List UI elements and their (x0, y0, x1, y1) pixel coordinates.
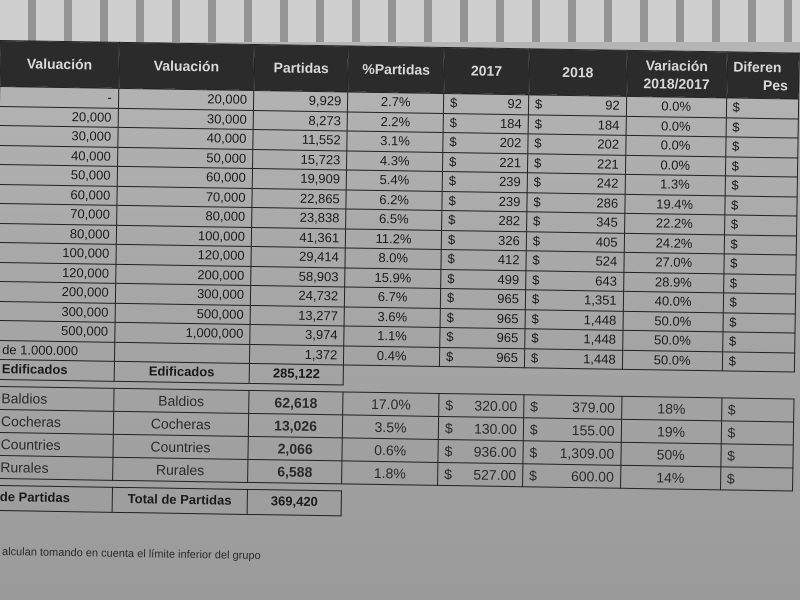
diferencia: $ (722, 332, 795, 353)
value-2018-wrap (531, 349, 616, 369)
valuacion-to: 1,000,000 (114, 322, 250, 344)
valuacion-to: 20,000 (118, 88, 254, 110)
valuacion-from: 120,000 (0, 262, 116, 283)
partidas: 11,552 (253, 129, 348, 150)
value-2018-value: 286 (596, 194, 619, 211)
valuacion-from: 30,000 (0, 125, 118, 146)
partidas: 19,909 (252, 168, 347, 189)
value-2017 (441, 249, 526, 270)
currency-sign: $ (447, 231, 456, 247)
diferencia: $ (725, 137, 798, 158)
variacion: 50.0% (622, 350, 722, 371)
category-2018 (523, 417, 621, 442)
value-2017-wrap (448, 211, 520, 231)
category-variacion: 14% (620, 465, 720, 490)
diferencia: $ (725, 156, 798, 177)
currency-sign: $ (531, 330, 539, 346)
pct-partidas: 2.7% (348, 92, 444, 113)
currency-sign: $ (447, 270, 455, 286)
currency-sign: $ (449, 134, 457, 150)
category-2018 (522, 463, 620, 488)
partidas: 58,903 (251, 266, 346, 287)
category-label-1: Cocheras (0, 409, 113, 434)
category-2017-value: 320.00 (474, 396, 518, 414)
value-2017-value: 282 (498, 212, 521, 229)
diferencia: $ (724, 195, 797, 216)
variacion: 50.0% (623, 311, 723, 332)
category-variacion: 19% (621, 419, 721, 444)
category-2017-wrap (445, 394, 517, 417)
diferencia: $ (724, 215, 797, 236)
value-2018-value: 1,448 (583, 311, 617, 328)
value-2017-value: 965 (497, 290, 520, 307)
header-variacion (626, 50, 727, 98)
category-2017 (438, 439, 523, 463)
value-2018-value: 405 (595, 233, 618, 250)
value-2017 (443, 132, 528, 153)
category-label-2: Rurales (112, 457, 248, 482)
valuacion-from: 50,000 (0, 164, 117, 185)
value-2017-value: 965 (496, 329, 519, 346)
category-2018-value: 155.00 (571, 421, 615, 439)
partidas: 15,723 (252, 149, 347, 170)
category-2017 (439, 393, 524, 417)
value-2018-wrap (534, 134, 619, 154)
header-variacion-line1: Variación (645, 56, 709, 74)
valuacion-from: 80,000 (0, 223, 116, 244)
value-2018 (528, 95, 626, 116)
category-2017 (438, 416, 523, 440)
variacion: 19.4% (624, 194, 724, 215)
category-2017-value: 936.00 (473, 442, 517, 460)
header-diferencia (726, 52, 799, 99)
category-diferencia: $ (720, 443, 793, 467)
pct-partidas: 4.3% (347, 150, 443, 171)
value-2017-wrap (447, 309, 519, 329)
diferencia: $ (723, 312, 796, 333)
valuacion-from: de 1.000.000 (0, 340, 114, 361)
valuacion-from: 60,000 (0, 184, 117, 205)
valuation-table-sheet (0, 40, 800, 523)
value-2018-wrap (531, 310, 616, 330)
currency-sign: $ (448, 173, 457, 189)
value-2017 (441, 269, 526, 290)
subtotal-partidas: 285,122 (249, 363, 344, 384)
valuacion-to: 50,000 (117, 147, 253, 169)
currency-sign: $ (449, 114, 458, 130)
valuacion-to: 60,000 (117, 166, 253, 188)
pct-partidas: 3.6% (344, 306, 440, 327)
category-2018-wrap (530, 395, 615, 418)
value-2018-value: 1,351 (583, 292, 617, 308)
shadow-stripes (0, 0, 800, 42)
value-2018-wrap (534, 173, 619, 193)
pct-partidas: 3.1% (347, 131, 443, 152)
pct-partidas: 5.4% (346, 170, 442, 191)
subtotal-label-1: Edificados (0, 359, 114, 380)
variacion: 0.0% (626, 116, 726, 137)
value-2017-wrap (449, 153, 521, 173)
currency-sign: $ (528, 466, 538, 483)
category-partidas: 13,026 (248, 413, 343, 437)
category-partidas: 62,618 (249, 390, 344, 414)
value-2018 (527, 192, 625, 213)
value-2018 (526, 212, 624, 233)
value-2017-value: 965 (496, 349, 519, 365)
variacion: 22.2% (624, 213, 724, 234)
currency-sign: $ (445, 396, 454, 413)
value-2017-wrap (448, 231, 520, 251)
value-2018-value: 524 (595, 253, 618, 269)
currency-sign: $ (534, 96, 543, 112)
diferencia: $ (725, 176, 798, 197)
value-2017-wrap (449, 172, 521, 192)
valuacion-to (114, 342, 250, 364)
category-label-1: Countries (0, 432, 113, 457)
currency-sign: $ (532, 232, 541, 249)
category-pct: 1.8% (342, 460, 438, 485)
category-diferencia: $ (720, 466, 793, 490)
valuacion-to: 500,000 (115, 303, 251, 325)
category-2017-value: 527.00 (473, 465, 517, 483)
category-label-1: Rurales (0, 455, 113, 480)
currency-sign: $ (532, 252, 540, 268)
pct-partidas: 6.7% (345, 287, 441, 308)
category-variacion: 18% (621, 396, 721, 421)
value-2017 (442, 191, 527, 212)
currency-sign: $ (444, 442, 453, 459)
partidas: 41,361 (251, 227, 346, 248)
value-2018 (526, 251, 624, 272)
valuacion-to: 100,000 (116, 225, 252, 247)
value-2018-value: 184 (597, 116, 620, 133)
value-2018-wrap (535, 95, 620, 115)
variacion: 28.9% (623, 272, 723, 293)
value-2017 (440, 308, 525, 329)
currency-sign: $ (446, 309, 455, 325)
value-2017-wrap (449, 133, 521, 153)
category-label-2: Baldios (113, 388, 249, 413)
variacion: 50.0% (622, 330, 722, 351)
currency-sign: $ (531, 291, 540, 307)
value-2017-value: 239 (498, 173, 521, 190)
valuacion-to: 80,000 (116, 205, 252, 227)
currency-sign: $ (447, 251, 455, 267)
category-2018-wrap (529, 464, 614, 487)
category-partidas: 6,588 (248, 459, 343, 483)
value-2017-value: 965 (496, 310, 519, 326)
value-2017 (443, 113, 528, 134)
value-2017-wrap (447, 289, 519, 309)
value-2018 (528, 134, 626, 155)
valuacion-to: 30,000 (118, 108, 254, 130)
diferencia: $ (724, 254, 797, 275)
currency-sign: $ (534, 115, 542, 132)
value-2018 (525, 309, 623, 330)
value-2017-wrap (450, 114, 522, 134)
total-label-2: Total de Partidas (112, 487, 248, 514)
total-value: 369,420 (247, 489, 342, 515)
value-2018-wrap (531, 329, 616, 349)
category-2018-wrap (529, 441, 614, 464)
valuacion-from: 100,000 (0, 242, 116, 263)
variacion: 24.2% (624, 233, 724, 254)
category-2017-wrap (444, 440, 516, 463)
subtotal-label-2: Edificados (114, 361, 250, 383)
partidas: 13,277 (250, 305, 345, 326)
currency-sign: $ (529, 420, 538, 437)
partidas: 22,865 (252, 188, 347, 209)
currency-sign: $ (446, 290, 455, 306)
value-2018-wrap (534, 154, 619, 174)
currency-sign: $ (533, 174, 542, 190)
category-2018-value: 600.00 (570, 467, 614, 485)
value-2017 (441, 230, 526, 251)
category-2017 (438, 462, 523, 486)
value-2017-wrap (450, 94, 522, 114)
category-2017-wrap (445, 417, 517, 440)
currency-sign: $ (533, 154, 542, 171)
header-2017: 2017 (444, 47, 530, 94)
value-2017 (440, 327, 525, 348)
category-pct: 3.5% (342, 414, 438, 439)
currency-sign: $ (531, 310, 539, 326)
category-2018-wrap (530, 418, 615, 441)
value-2018-value: 221 (596, 155, 619, 172)
value-2018-value: 202 (597, 136, 620, 152)
valuacion-to: 300,000 (115, 283, 251, 305)
value-2018-wrap (533, 232, 618, 252)
valuacion-to: 120,000 (116, 244, 252, 266)
currency-sign: $ (530, 397, 539, 414)
partidas: 23,838 (252, 207, 347, 228)
currency-sign: $ (449, 95, 458, 111)
currency-sign: $ (444, 419, 453, 436)
valuacion-from: - (0, 87, 118, 108)
partidas: 29,414 (251, 246, 346, 267)
value-2017-value: 239 (498, 193, 521, 209)
category-2017-value: 130.00 (473, 419, 517, 437)
currency-sign: $ (530, 349, 539, 365)
pct-partidas: 2.2% (347, 111, 443, 132)
value-2018-value: 92 (605, 97, 620, 113)
value-2018-value: 1,448 (583, 350, 616, 367)
category-2018 (524, 394, 622, 419)
valuacion-from: 200,000 (0, 281, 115, 302)
category-diferencia: $ (721, 397, 794, 421)
valuacion-from: 500,000 (0, 320, 115, 341)
value-2017-wrap (446, 328, 518, 348)
category-diferencia: $ (721, 420, 794, 444)
pct-partidas: 1.1% (344, 326, 440, 347)
category-label-1: Baldios (0, 386, 114, 411)
currency-sign: $ (446, 329, 454, 345)
value-2017-value: 221 (499, 154, 522, 170)
value-2018-value: 345 (596, 214, 618, 230)
category-label-2: Cocheras (113, 411, 249, 436)
currency-sign: $ (448, 192, 456, 208)
value-2017-value: 412 (497, 251, 520, 268)
variacion: 0.0% (625, 135, 725, 156)
variacion: 40.0% (623, 291, 723, 312)
category-variacion: 50% (621, 442, 721, 467)
value-2017-wrap (448, 192, 520, 212)
value-2018-value: 643 (595, 272, 618, 289)
value-2017-value: 326 (497, 232, 520, 248)
diferencia: $ (726, 98, 799, 119)
valuacion-from: 70,000 (0, 203, 117, 224)
value-2017-value: 202 (499, 134, 522, 151)
valuacion-from: 300,000 (0, 301, 115, 322)
currency-sign: $ (448, 212, 456, 228)
currency-sign: $ (529, 443, 538, 460)
pct-partidas: 8.0% (345, 248, 441, 269)
partidas: 24,732 (250, 285, 345, 306)
variacion: 1.3% (625, 174, 725, 195)
valuacion-to: 70,000 (117, 186, 253, 208)
header-partidas: Partidas (254, 44, 349, 91)
header-pct-partidas: %Partidas (348, 46, 445, 93)
pct-partidas: 6.2% (346, 189, 442, 210)
value-2018 (527, 173, 625, 194)
value-2017-value: 184 (499, 115, 522, 131)
partidas: 8,273 (253, 110, 348, 131)
partidas: 9,929 (253, 90, 348, 111)
value-2018-value: 242 (596, 175, 619, 191)
total-label-1: de Partidas (0, 485, 112, 512)
value-2018-value: 1,448 (583, 331, 617, 347)
currency-sign: $ (532, 213, 541, 229)
diferencia: $ (722, 351, 795, 372)
currency-sign: $ (533, 193, 541, 210)
diferencia: $ (726, 117, 799, 138)
valuacion-to: 40,000 (118, 127, 254, 149)
valuacion-to: 200,000 (115, 264, 251, 286)
valuation-table (0, 40, 800, 523)
category-2018-value: 379.00 (571, 398, 616, 416)
value-2017-wrap (447, 250, 519, 270)
currency-sign: $ (532, 271, 540, 288)
value-2018-wrap (534, 115, 619, 135)
valuacion-from: 20,000 (0, 106, 118, 127)
diferencia: $ (724, 234, 797, 255)
category-2018-value: 1,309.00 (559, 444, 615, 462)
partidas: 3,974 (250, 324, 345, 345)
value-2018-wrap (532, 290, 617, 310)
header-valuacion-from: Valuación (0, 41, 119, 89)
variacion: 0.0% (626, 96, 726, 117)
value-2018-wrap (533, 193, 618, 213)
header-variacion-line2: 2018/2017 (643, 74, 710, 92)
category-label-2: Countries (113, 434, 249, 459)
value-2018 (527, 153, 625, 174)
footnote: alculan tomando en cuenta el límite inferior del grupo (1, 545, 261, 563)
variacion: 27.0% (624, 252, 724, 273)
diferencia: $ (723, 273, 796, 294)
variacion: 0.0% (625, 155, 725, 176)
category-2017-wrap (444, 463, 516, 486)
currency-sign: $ (449, 153, 457, 169)
value-2018 (526, 231, 624, 252)
pct-partidas: 0.4% (344, 345, 440, 366)
category-pct: 17.0% (343, 391, 439, 416)
value-2018 (524, 348, 622, 369)
category-2018 (523, 440, 621, 465)
header-2018: 2018 (529, 49, 627, 97)
value-2018 (528, 114, 626, 135)
value-2017 (439, 347, 524, 368)
pct-partidas: 15.9% (345, 267, 441, 288)
valuacion-from: 40,000 (0, 145, 118, 166)
value-2017 (442, 152, 527, 173)
pct-partidas: 6.5% (346, 209, 442, 230)
header-diferencia-line2: Pes (762, 76, 789, 93)
value-2017 (440, 288, 525, 309)
category-partidas: 2,066 (248, 436, 343, 460)
value-2017-value: 499 (497, 271, 520, 287)
value-2018 (526, 270, 624, 291)
currency-sign: $ (444, 465, 453, 482)
currency-sign: $ (534, 135, 542, 151)
value-2018-wrap (532, 271, 617, 291)
value-2017 (442, 171, 527, 192)
value-2017-wrap (446, 348, 518, 368)
value-2017-wrap (447, 270, 519, 290)
pct-partidas: 11.2% (345, 228, 441, 249)
header-valuacion-to: Valuación (118, 42, 254, 90)
value-2018 (525, 329, 623, 350)
category-pct: 0.6% (342, 437, 438, 462)
currency-sign: $ (445, 348, 454, 364)
value-2018-wrap (533, 212, 618, 232)
header-diferencia-line1: Diferen (733, 58, 782, 75)
partidas: 1,372 (249, 344, 344, 365)
value-2017 (442, 210, 527, 231)
diferencia: $ (723, 293, 796, 314)
value-2018 (525, 290, 623, 311)
value-2018-wrap (532, 251, 617, 271)
value-2017-value: 92 (507, 95, 523, 112)
value-2017 (443, 93, 528, 114)
